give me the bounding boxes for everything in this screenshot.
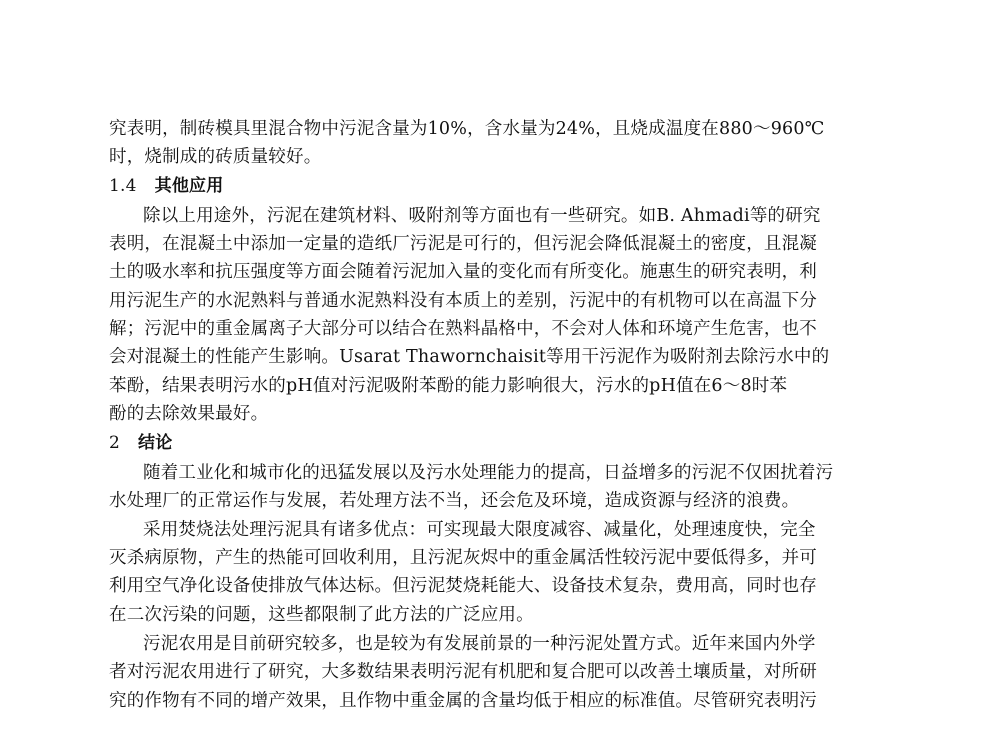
body-line: 污泥农用是目前研究较多，也是较为有发展前景的一种污泥处置方式。近年来国内外学 (143, 634, 816, 654)
body-line: 灭杀病原物，产生的热能可回收利用，且污泥灰烬中的重金属活性较污泥中要低得多，并可 (109, 548, 817, 568)
body-line: 者对污泥农用进行了研究，大多数结果表明污泥有机肥和复合肥可以改善土壤质量，对所研 (109, 662, 817, 682)
body-line: 苯酚，结果表明污水的pH值对污泥吸附苯酚的能力影响很大，污水的pH值在6～8时苯 (109, 376, 788, 396)
body-line: 在二次污染的问题，这些都限制了此方法的广泛应用。 (109, 605, 534, 625)
body-line: 表明，在混凝土中添加一定量的造纸厂污泥是可行的，但污泥会降低混凝土的密度，且混凝 (109, 234, 817, 254)
section-number: 1.4 (109, 176, 137, 196)
body-line: 酚的去除效果最好。 (109, 404, 269, 424)
body-line: 用污泥生产的水泥熟料与普通水泥熟料没有本质上的差别，污泥中的有机物可以在高温下分 (109, 291, 817, 311)
body-line: 水处理厂的正常运作与发展，若处理方法不当，还会危及环境，造成资源与经济的浪费。 (109, 491, 800, 511)
body-line: 会对混凝土的性能产生影响。Usarat Thawornchaisit等用干污泥作为吸附剂去除污水中的 (109, 347, 830, 367)
body-line: 究的作物有不同的增产效果，且作物中重金属的含量均低于相应的标准值。尽管研究表明污 (109, 691, 817, 711)
section-title: 结论 (138, 433, 173, 453)
section-heading-1-4 (109, 174, 223, 198)
body-line: 时，烧制成的砖质量较好。 (109, 147, 322, 167)
body-line: 随着工业化和城市化的迅猛发展以及污水处理能力的提高，日益增多的污泥不仅困扰着污 (143, 463, 834, 483)
section-heading-2 (109, 431, 172, 455)
section-title: 其他应用 (154, 176, 224, 196)
body-line: 利用空气净化设备使排放气体达标。但污泥焚烧耗能大、设备技术复杂，费用高，同时也存 (109, 576, 817, 596)
section-number: 2 (109, 433, 121, 453)
body-line: 采用焚烧法处理污泥具有诸多优点：可实现最大限度减容、减量化，处理速度快，完全 (143, 520, 816, 540)
body-line: 土的吸水率和抗压强度等方面会随着污泥加入量的变化而有所变化。施惠生的研究表明，利 (109, 262, 817, 282)
body-line: 解；污泥中的重金属离子大部分可以结合在熟料晶格中，不会对人体和环境产生危害，也不 (109, 319, 817, 339)
body-line: 除以上用途外，污泥在建筑材料、吸附剂等方面也有一些研究。如B. Ahmadi等的研究 (143, 206, 821, 226)
body-line: 究表明，制砖模具里混合物中污泥含量为10%，含水量为24%，且烧成温度在880～960℃ (109, 119, 825, 139)
